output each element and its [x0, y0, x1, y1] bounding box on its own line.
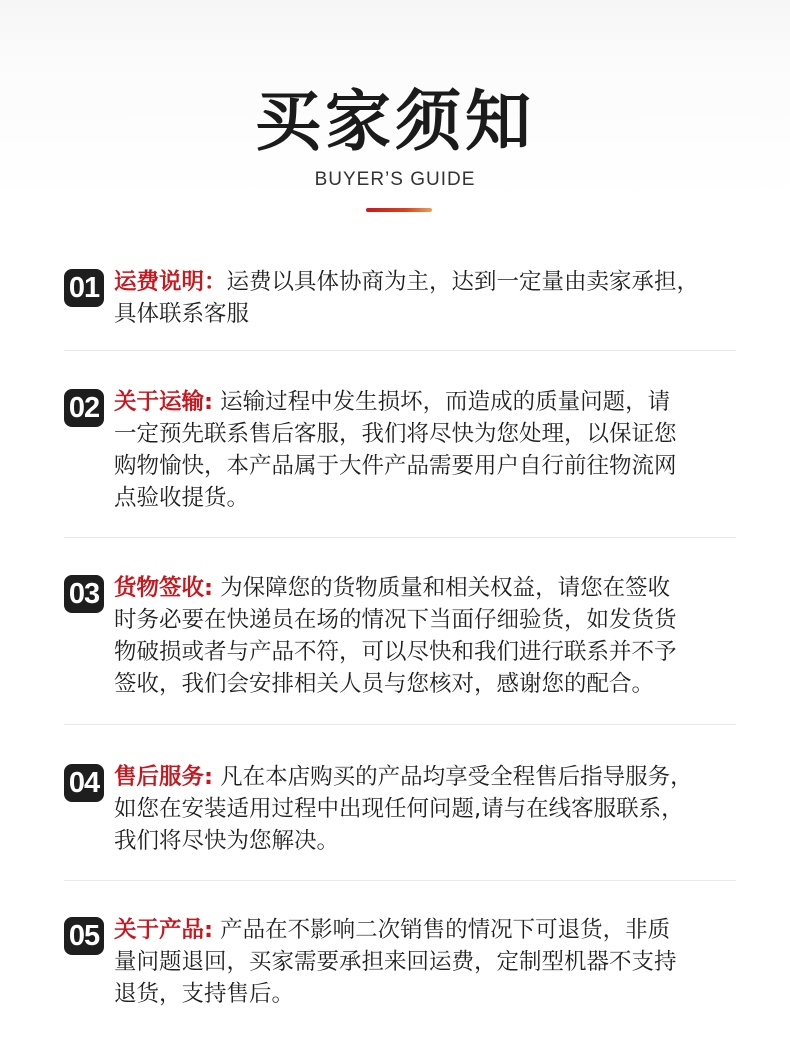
divider — [64, 537, 736, 538]
item-number-badge: 05 — [64, 917, 104, 955]
item-label: 售后服务: — [114, 764, 213, 790]
item-body-line: 运输过程中发生损坏，而造成的质量问题，请 — [213, 389, 671, 415]
item-body-line: 量问题退回，买家需要承担来回运费，定制型机器不支持 — [114, 949, 677, 975]
item-body-line: 为保障您的货物质量和相关权益，请您在签收 — [213, 575, 671, 601]
divider — [64, 724, 736, 725]
divider — [64, 350, 736, 351]
item-body-line: 我们将尽快为您解决。 — [114, 828, 340, 854]
item-body-line: 一定预先联系售后客服，我们将尽快为您处理，以保证您 — [114, 421, 677, 447]
item-body-line: 物破损或者与产品不符，可以尽快和我们进行联系并不予 — [114, 639, 677, 665]
item-body-line: 运费以具体协商为主，达到一定量由卖家承担， — [226, 269, 700, 295]
page-title: 买家须知 — [255, 83, 535, 160]
item-body-line: 购物愉快，本产品属于大件产品需要用户自行前往物流网 — [114, 453, 677, 479]
item-text — [114, 761, 744, 857]
item-text — [114, 572, 744, 700]
title-underline — [366, 208, 432, 212]
item-number-badge: 01 — [64, 269, 104, 307]
item-body-line: 具体联系客服 — [114, 301, 250, 327]
item-text — [114, 386, 744, 514]
item-body-line: 签收，我们会安排相关人员与您核对，感谢您的配合。 — [114, 671, 655, 697]
item-label: 货物签收: — [114, 575, 213, 601]
item-body-line: 凡在本店购买的产品均享受全程售后指导服务， — [213, 764, 693, 790]
item-label: 关于产品: — [114, 917, 213, 943]
item-body-line: 点验收提货。 — [114, 485, 250, 511]
item-label: 关于运输: — [114, 389, 213, 415]
item-label: 运费说明： — [114, 269, 227, 295]
item-body-line: 产品在不影响二次销售的情况下可退货，非质 — [213, 917, 671, 943]
item-number-badge: 02 — [64, 389, 104, 427]
item-body-line: 如您在安装适用过程中出现任何问题,请与在线客服联系， — [114, 796, 684, 822]
item-text — [114, 266, 744, 330]
divider — [64, 880, 736, 881]
item-body-line: 退货，支持售后。 — [114, 981, 295, 1007]
item-body-line: 时务必要在快递员在场的情况下当面仔细验货，如发货货 — [114, 607, 677, 633]
item-number-badge: 04 — [64, 764, 104, 802]
page-subtitle: BUYER’S GUIDE — [314, 169, 476, 190]
item-text — [114, 914, 744, 1010]
item-number-badge: 03 — [64, 575, 104, 613]
